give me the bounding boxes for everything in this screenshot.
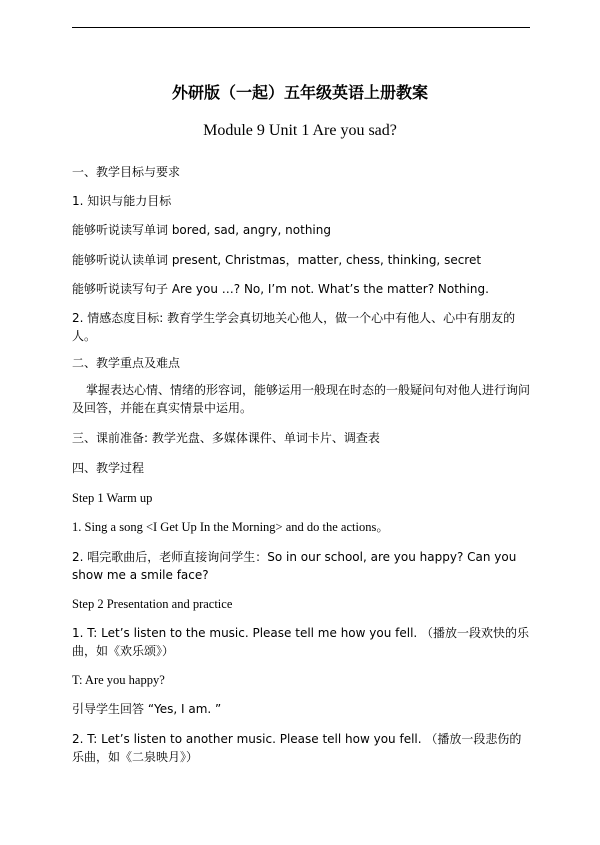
section-heading-objectives: 一、教学目标与要求	[72, 165, 181, 179]
paragraph-words-2: 能够听说认读单词 present, Christmas，matter, chess, thinking, secret	[72, 253, 482, 267]
paragraph-question: T: Are you happy?	[72, 673, 165, 687]
paragraph-presentation-1: 1. T: Let’s listen to the music. Please tell me how you fell. （播放一段欢快的乐曲，如《欢乐颂》）	[72, 626, 530, 658]
section-heading-preparation: 三、课前准备: 教学光盘、多媒体课件、单词卡片、调查表	[72, 431, 380, 445]
paragraph-sentences: 能够听说读写句子 Are you …? No, I’m not. What’s the matter? Nothing.	[72, 282, 489, 296]
section-heading-key-points: 二、教学重点及难点	[72, 356, 181, 370]
step-heading-presentation: Step 2 Presentation and practice	[72, 597, 233, 611]
paragraph-warm-up-2: 2. 唱完歌曲后，老师直接询问学生：So in our school, are you happy? Can you show me a smile face?	[72, 550, 517, 582]
document-subtitle: Module 9 Unit 1 Are you sad?	[203, 122, 397, 139]
document-title: 外研版（一起）五年级英语上册教案	[171, 83, 428, 102]
header-rule	[72, 27, 530, 28]
paragraph-presentation-2: 2. T: Let’s listen to another music. Please tell how you fell. （播放一段悲伤的乐曲，如《二泉映月》）	[72, 732, 522, 764]
paragraph-words-1: 能够听说读写单词 bored, sad, angry, nothing	[72, 223, 331, 237]
subsection-emotion: 2. 情感态度目标: 教育学生学会真切地关心他人，做一个心中有他人、心中有朋友的人。	[72, 311, 516, 343]
paragraph-key-points: 掌握表达心情、情绪的形容词，能够运用一般现在时态的一般疑问句对他人进行询问及回答，并能在真实情景中运用。	[72, 383, 531, 415]
paragraph-answer-guide: 引导学生回答 “Yes, I am. ”	[72, 702, 222, 716]
paragraph-warm-up-1: 1. Sing a song <I Get Up In the Morning> and do the actions。	[72, 520, 389, 534]
section-heading-process: 四、教学过程	[72, 461, 145, 475]
subsection-knowledge: 1. 知识与能力目标	[72, 194, 172, 208]
step-heading-warm-up: Step 1 Warm up	[72, 491, 153, 505]
